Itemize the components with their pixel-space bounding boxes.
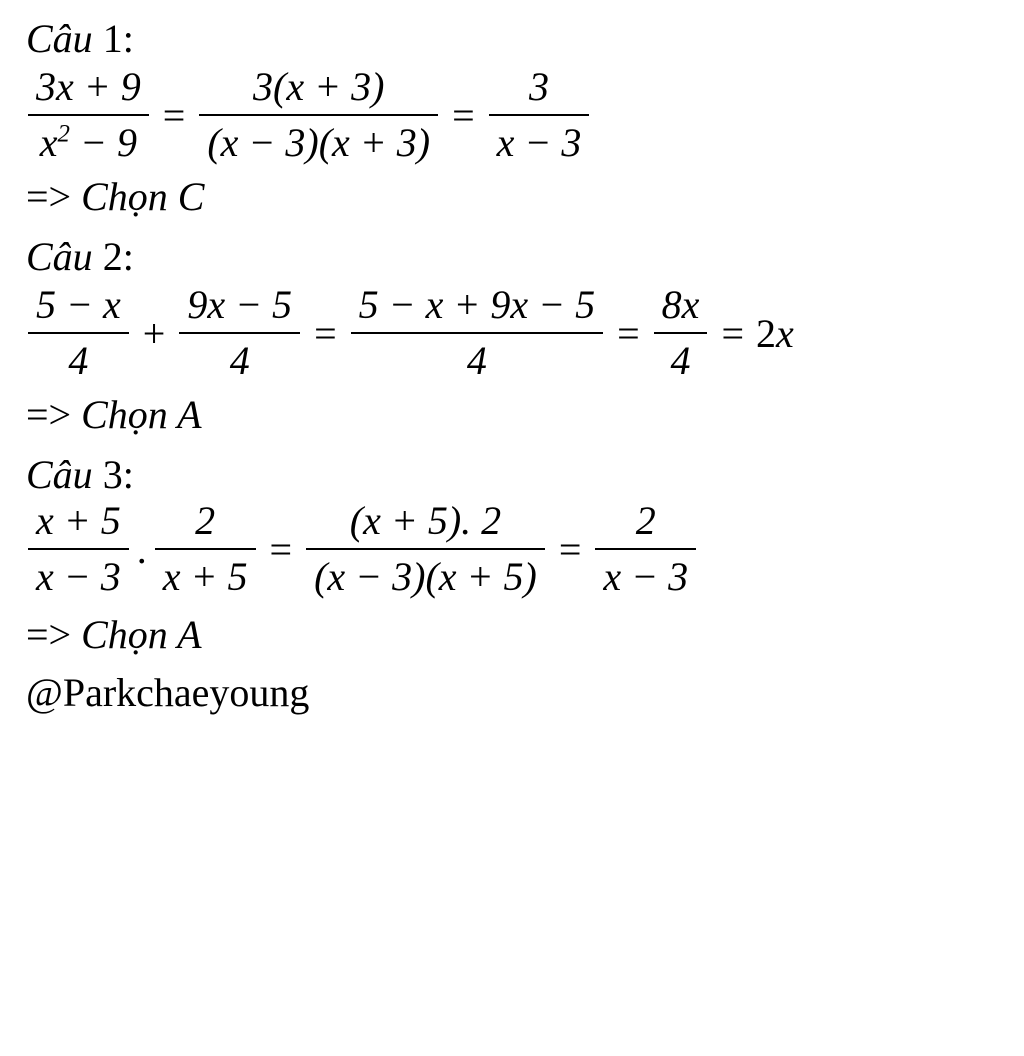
fraction: $\frac{3x + 9}{x^2 - 9}$ <box>28 64 149 166</box>
fraction: $\frac{2}{x - 3}$ <box>595 498 696 600</box>
problem-label-text: Câu 1: <box>26 16 134 61</box>
problem-1-conclusion <box>26 176 1024 218</box>
problem-1-label <box>26 18 1024 60</box>
fraction-bar <box>351 332 603 334</box>
problem-3-label <box>26 454 1024 496</box>
operator-equals: = <box>162 92 186 138</box>
fraction-bar <box>155 548 256 550</box>
operator-plus: + <box>142 310 166 356</box>
fraction-bar <box>595 548 696 550</box>
fraction-bar <box>306 548 545 550</box>
problem-1-expression <box>26 64 1024 166</box>
problem-3-conclusion <box>26 614 1024 656</box>
fraction-bar <box>179 332 300 334</box>
fraction: $\frac{(x + 5). 2}{(x - 3)(x + 5)}$ <box>306 498 545 600</box>
problem-label-text: Câu 2: <box>26 234 134 279</box>
fraction: $\frac{3(x + 3)}{(x - 3)(x + 3)}$ <box>199 64 438 166</box>
signature-line <box>26 658 1024 714</box>
operator-equals: = <box>314 310 337 356</box>
operator-equals: = <box>558 526 582 572</box>
conclusion-text: => Chọn C <box>26 174 205 219</box>
operator-equals: = <box>269 526 293 572</box>
author-signature: @Parkchaeyoung <box>26 670 310 715</box>
conclusion-text: => Chọn A <box>26 612 202 657</box>
expression-result: 2x <box>756 310 794 356</box>
fraction-bar <box>199 114 438 116</box>
fraction-bar <box>28 332 129 334</box>
problem-2-conclusion <box>26 394 1024 436</box>
fraction: $\frac{2}{x + 5}$ <box>155 498 256 600</box>
operator-equals: = <box>452 92 475 138</box>
conclusion-text: => Chọn A <box>26 392 202 437</box>
fraction: $\frac{5 - x + 9x - 5}{4}$ <box>351 282 603 384</box>
fraction: $\frac{3}{x - 3}$ <box>489 64 590 166</box>
problem-3-expression <box>26 498 1024 600</box>
fraction-bar <box>28 548 129 550</box>
operator-equals: = <box>617 310 640 356</box>
fraction-bar <box>654 332 708 334</box>
fraction: $\frac{9x - 5}{4}$ <box>179 282 300 384</box>
fraction-bar <box>28 114 149 116</box>
problem-2-label <box>26 236 1024 278</box>
problem-label-text: Câu 3: <box>26 452 134 497</box>
fraction-bar <box>489 114 590 116</box>
operator-equals: = <box>721 310 744 356</box>
operator-multiply: . <box>136 526 147 572</box>
fraction: $\frac{x + 5}{x - 3}$ <box>28 498 129 600</box>
fraction: $\frac{5 - x}{4}$ <box>28 282 129 384</box>
problem-2-expression <box>26 282 1024 384</box>
fraction: $\frac{8x}{4}$ <box>654 282 708 384</box>
